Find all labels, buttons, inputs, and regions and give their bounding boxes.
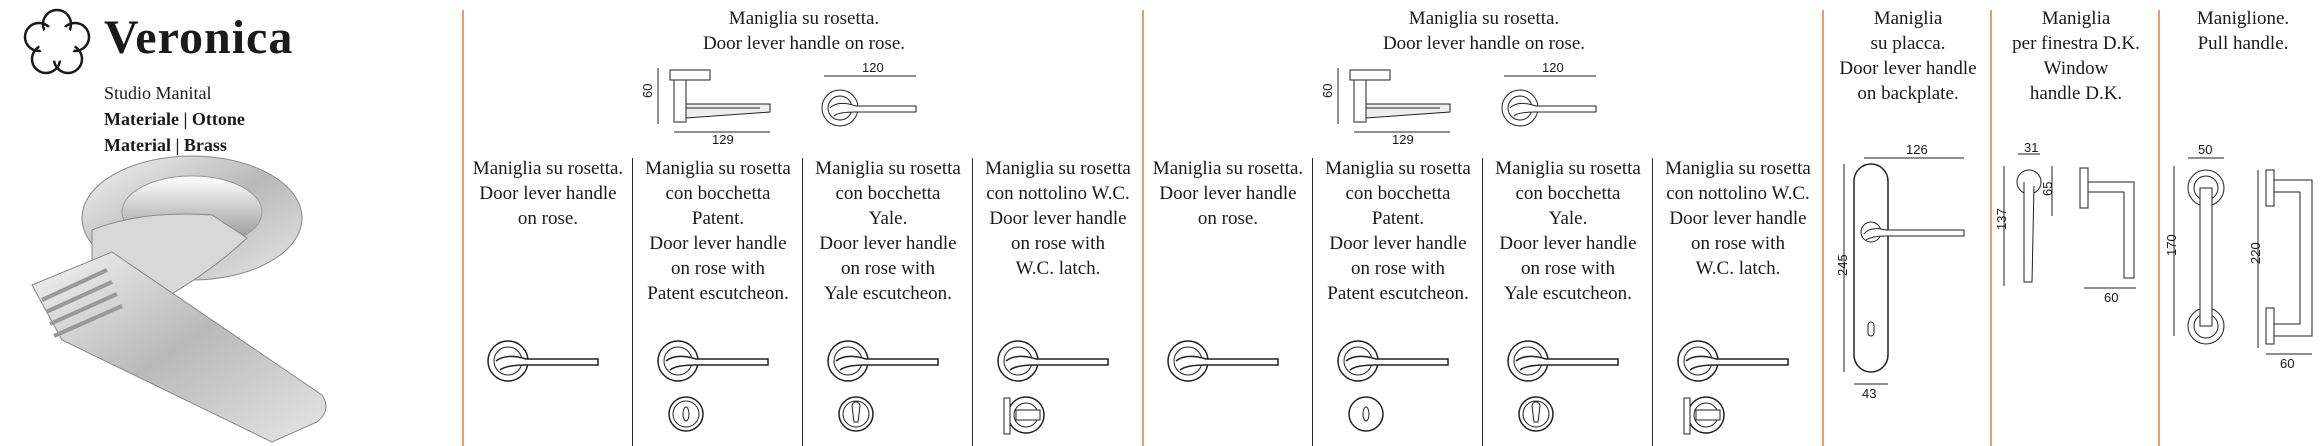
window-line: handle D.K. bbox=[2029, 83, 2123, 104]
yale-escutcheon-icon bbox=[1516, 394, 1556, 434]
window-line: Window bbox=[2043, 58, 2109, 79]
dim-length: 220 bbox=[2248, 242, 2263, 264]
variant-line: con bocchetta bbox=[665, 183, 771, 204]
dim-depth: 129 bbox=[712, 132, 734, 147]
col-divider bbox=[1312, 158, 1313, 446]
variant-line: con bocchetta bbox=[835, 183, 941, 204]
patent-escutcheon-icon bbox=[666, 394, 706, 434]
variant-line: Yale. bbox=[1548, 208, 1588, 229]
dim-depth: 60 bbox=[2280, 356, 2295, 371]
handle-on-rose-icon bbox=[994, 336, 1114, 386]
wc-latch-icon bbox=[1676, 390, 1732, 440]
dim-width: 120 bbox=[1542, 60, 1564, 75]
backplate-line: on backplate. bbox=[1857, 83, 1959, 104]
variant-line: Door lever handle bbox=[1499, 233, 1637, 254]
variant-line: Maniglia su rosetta bbox=[1665, 158, 1811, 179]
variant-line: Door lever handle bbox=[1329, 233, 1467, 254]
material-it: Materiale | Ottone bbox=[104, 109, 245, 129]
handle-on-rose-icon bbox=[654, 336, 774, 386]
col-divider bbox=[632, 158, 633, 446]
backplate-drawing bbox=[1834, 142, 1984, 401]
variant-line: Maniglia su rosetta bbox=[1325, 158, 1471, 179]
group2-header bbox=[1146, 6, 1822, 56]
variant-line: on rose with bbox=[1521, 258, 1615, 279]
variant-line: Yale escutcheon. bbox=[1504, 283, 1632, 304]
handle-on-rose-icon bbox=[1504, 336, 1624, 386]
dim-width: 126 bbox=[1906, 142, 1928, 157]
dim-projection: 65 bbox=[2040, 181, 2055, 196]
backplate-title bbox=[1826, 6, 1990, 106]
handle-on-rose-icon bbox=[1164, 336, 1284, 386]
col-divider bbox=[972, 158, 973, 446]
pull-title bbox=[2162, 6, 2324, 56]
dim-height: 60 bbox=[1320, 83, 1335, 98]
dim-depth: 60 bbox=[2104, 290, 2119, 305]
divider-pull bbox=[2158, 10, 2160, 446]
variant-line: Maniglia su rosetta. bbox=[472, 158, 624, 179]
backplate-line: su placca. bbox=[1870, 33, 1946, 54]
group2-header-it: Maniglia su rosetta. bbox=[1408, 8, 1560, 29]
side-profile-drawing bbox=[1320, 64, 1460, 147]
dim-height: 170 bbox=[2164, 234, 2179, 256]
variant-line: Yale escutcheon. bbox=[824, 283, 952, 304]
patent-escutcheon-icon bbox=[1346, 394, 1386, 434]
variant-line: on rose with bbox=[671, 258, 765, 279]
brand-info bbox=[104, 80, 245, 158]
variant-line: Maniglia su rosetta bbox=[985, 158, 1131, 179]
dim-height: 60 bbox=[640, 83, 655, 98]
divider-backplate bbox=[1822, 10, 1824, 446]
variant-line: W.C. latch. bbox=[1695, 258, 1781, 279]
backplate-line: Maniglia bbox=[1873, 8, 1943, 29]
variant-line: Door lever handle bbox=[479, 183, 617, 204]
variant-line: on rose with bbox=[1691, 233, 1785, 254]
col-divider bbox=[802, 158, 803, 446]
variant-yale bbox=[1484, 156, 1652, 306]
variant-wc bbox=[974, 156, 1142, 281]
window-line: Maniglia bbox=[2041, 8, 2111, 29]
material-en: Material | Brass bbox=[104, 135, 227, 155]
backplate-line: Door lever handle bbox=[1839, 58, 1977, 79]
handle-on-rose-icon bbox=[1334, 336, 1454, 386]
variant-rose bbox=[464, 156, 632, 231]
dim-plate: 43 bbox=[1862, 386, 1877, 401]
group2-header-en: Door lever handle on rose. bbox=[1382, 33, 1586, 54]
yale-escutcheon-icon bbox=[836, 394, 876, 434]
front-view-drawing bbox=[1496, 60, 1606, 134]
variant-line: Maniglia su rosetta bbox=[645, 158, 791, 179]
variant-line: Door lever handle bbox=[649, 233, 787, 254]
divider-window bbox=[1990, 10, 1992, 446]
handle-on-rose-icon bbox=[1674, 336, 1794, 386]
product-photo bbox=[22, 160, 352, 446]
dim-height: 137 bbox=[1994, 208, 2009, 230]
variant-line: Door lever handle bbox=[1159, 183, 1297, 204]
pull-handle-drawing bbox=[2166, 140, 2322, 372]
variant-line: Maniglia su rosetta. bbox=[1152, 158, 1304, 179]
group1-header-en: Door lever handle on rose. bbox=[702, 33, 906, 54]
dim-height: 245 bbox=[1835, 254, 1850, 276]
front-view-drawing bbox=[816, 60, 926, 134]
pull-line: Maniglione. bbox=[2196, 8, 2290, 29]
window-line: per finestra D.K. bbox=[2012, 33, 2140, 54]
dim-rose: 31 bbox=[2024, 140, 2039, 155]
variant-patent bbox=[1314, 156, 1482, 306]
variant-line: con nottolino W.C. bbox=[986, 183, 1130, 204]
window-title bbox=[1994, 6, 2158, 106]
variant-line: Maniglia su rosetta bbox=[1495, 158, 1641, 179]
variant-line: on rose. bbox=[1197, 208, 1259, 229]
col-divider bbox=[1482, 158, 1483, 446]
variant-line: con bocchetta bbox=[1515, 183, 1621, 204]
group1-header bbox=[466, 6, 1142, 56]
pull-line: Pull handle. bbox=[2197, 33, 2289, 54]
flower-logo-icon bbox=[22, 8, 92, 78]
variant-line: Patent escutcheon. bbox=[647, 283, 789, 304]
variant-line: on rose with bbox=[1351, 258, 1445, 279]
variant-line: con bocchetta bbox=[1345, 183, 1451, 204]
variant-wc bbox=[1654, 156, 1822, 281]
variant-patent bbox=[634, 156, 802, 306]
variant-line: on rose with bbox=[841, 258, 935, 279]
variant-line: Patent escutcheon. bbox=[1327, 283, 1469, 304]
variant-line: Patent. bbox=[691, 208, 745, 229]
handle-on-rose-icon bbox=[484, 336, 604, 386]
handle-on-rose-icon bbox=[824, 336, 944, 386]
dim-depth: 129 bbox=[1392, 132, 1414, 147]
variant-line: Door lever handle bbox=[1669, 208, 1807, 229]
variant-line: con nottolino W.C. bbox=[1666, 183, 1810, 204]
wc-latch-icon bbox=[996, 390, 1052, 440]
variant-line: on rose. bbox=[517, 208, 579, 229]
variant-yale bbox=[804, 156, 972, 306]
side-profile-drawing bbox=[640, 64, 780, 147]
col-divider bbox=[1652, 158, 1653, 446]
variant-line: Door lever handle bbox=[989, 208, 1127, 229]
window-handle-drawing bbox=[1994, 140, 2146, 306]
variant-line: Maniglia su rosetta bbox=[815, 158, 961, 179]
dim-width: 120 bbox=[862, 60, 884, 75]
group1-header-it: Maniglia su rosetta. bbox=[728, 8, 880, 29]
variant-line: Door lever handle bbox=[819, 233, 957, 254]
dim-width: 50 bbox=[2198, 142, 2213, 157]
variant-rose bbox=[1144, 156, 1312, 231]
studio-name: Studio Manital bbox=[104, 83, 212, 103]
variant-line: on rose with bbox=[1011, 233, 1105, 254]
variant-line: Patent. bbox=[1371, 208, 1425, 229]
brand-title: Veronica bbox=[104, 11, 294, 64]
variant-line: W.C. latch. bbox=[1015, 258, 1101, 279]
variant-line: Yale. bbox=[868, 208, 908, 229]
